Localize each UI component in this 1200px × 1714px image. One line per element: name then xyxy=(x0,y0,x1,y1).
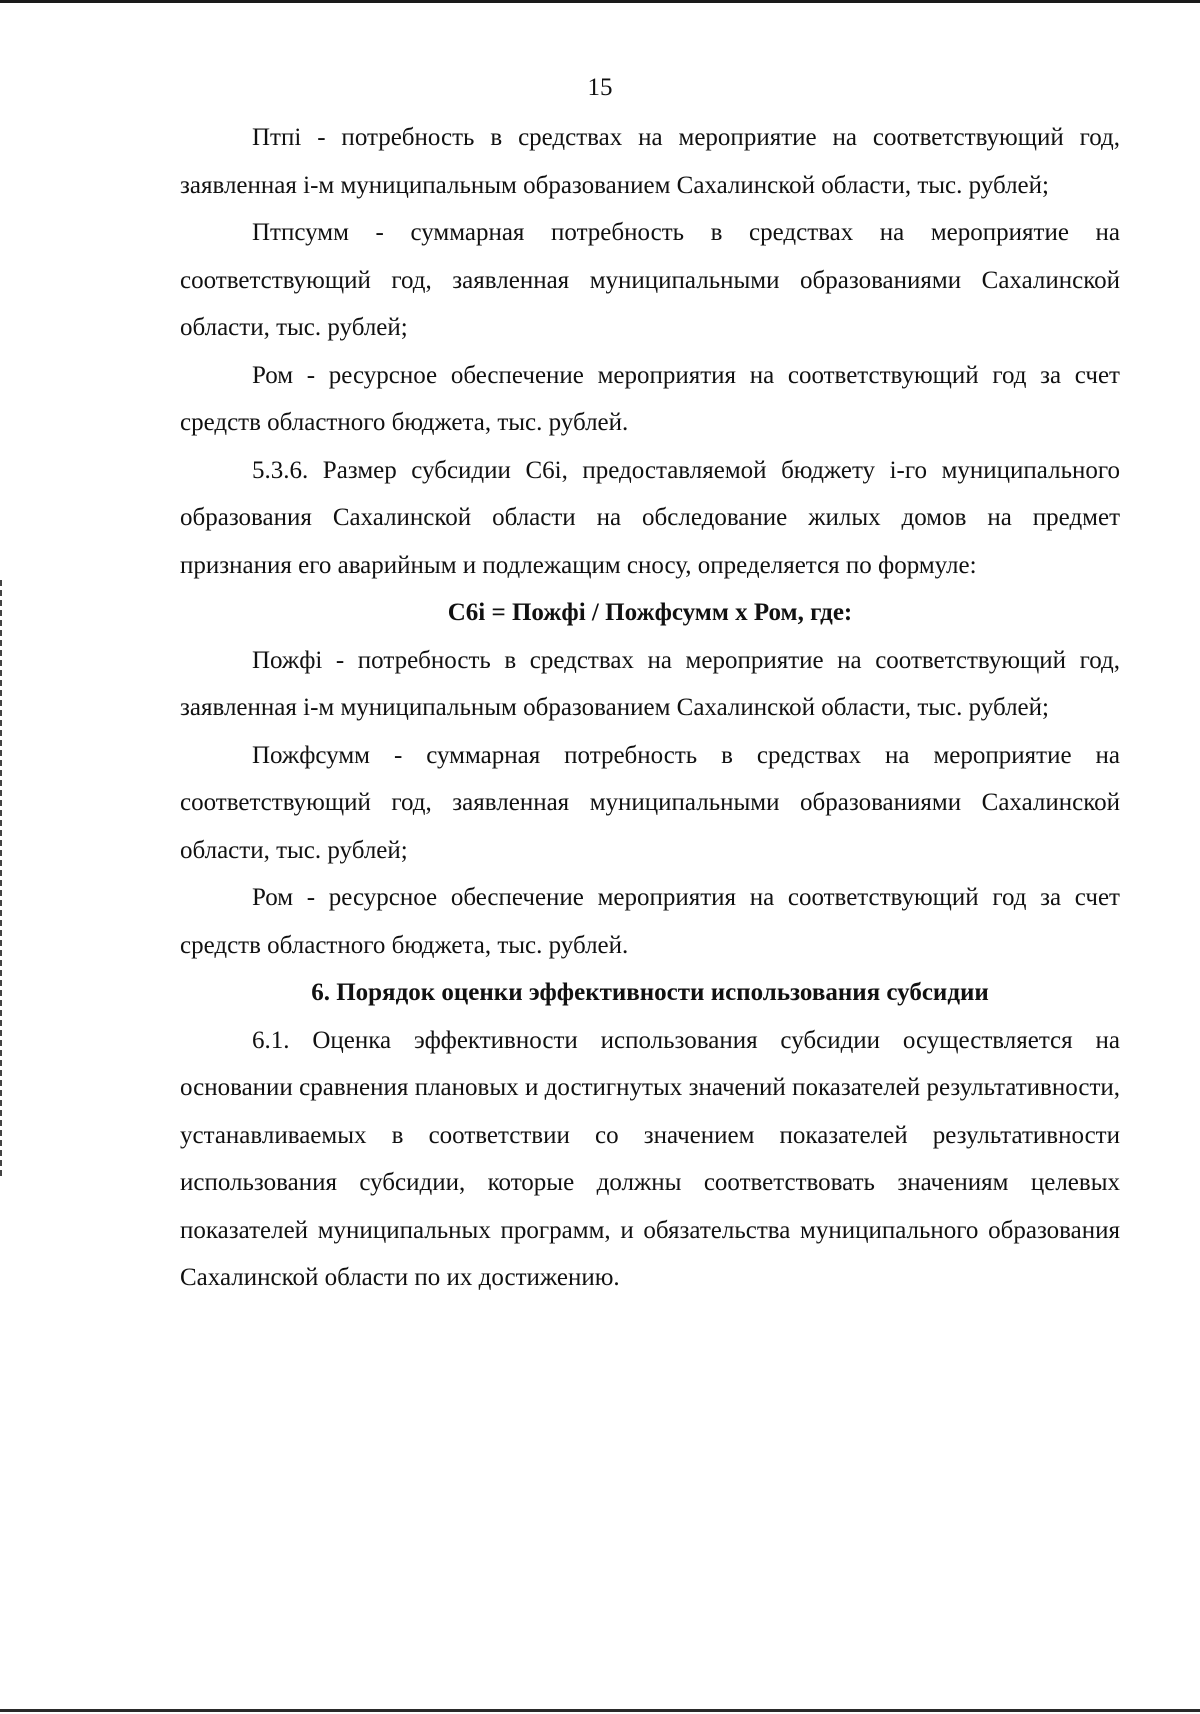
section-heading-6: 6. Порядок оценки эффективности использования субсидии xyxy=(311,979,989,1006)
paragraph-rom-definition-2: Ром - ресурсное обеспечение мероприятия на соответствующий год за счет средств областного бюджета, тыс. рублей. xyxy=(180,884,1120,959)
scan-edge-bottom xyxy=(0,1709,1200,1712)
paragraph-ptpi-definition: Птпi - потребность в средствах на мероприятие на соответствующий год, заявленная i-м муниципальным образованием Сахалинской области, тыс. рублей; xyxy=(180,124,1120,199)
paragraph-pozhfi-definition: Пожфi - потребность в средствах на мероприятие на соответствующий год, заявленная i-м муниципальным образованием Сахалинской области, тыс. рублей; xyxy=(180,646,1120,721)
document-body xyxy=(180,114,1120,1302)
formula-c6i: С6i = Пожфi / Пожфсумм х Ром, где: xyxy=(447,599,853,626)
paragraph-5-3-6: 5.3.6. Размер субсидии С6i, предоставляемой бюджету i-го муниципального образования Сахалинской области на обследование жилых домов на предмет признания его аварийным и подлежащим сносу, определяется по формуле: xyxy=(180,456,1120,579)
paragraph-pozhfsumm-definition: Пожфсумм - суммарная потребность в средствах на мероприятие на соответствующий год, заявленная муниципальными образованиями Сахалинской области, тыс. рублей; xyxy=(180,741,1120,864)
scan-edge-top xyxy=(0,0,1200,3)
paragraph-6-1: 6.1. Оценка эффективности использования субсидии осуществляется на основании сравнения плановых и достигнутых значений показателей результативности, устанавливаемых в соответствии со значением показателей результативности использования субсидии, которые должны соответствовать значениям целевых показателей муниципальных программ, и обязательства муниципального образования Сахалинской области по их достижению. xyxy=(180,1026,1120,1291)
scan-edge-left xyxy=(0,580,2,1180)
paragraph-rom-definition-1: Ром - ресурсное обеспечение мероприятия на соответствующий год за счет средств областного бюджета, тыс. рублей. xyxy=(180,361,1120,436)
page-number: 15 xyxy=(587,74,613,101)
paragraph-ptpsumm-definition: Птпсумм - суммарная потребность в средствах на мероприятие на соответствующий год, заявленная муниципальными образованиями Сахалинской области, тыс. рублей; xyxy=(180,219,1120,341)
